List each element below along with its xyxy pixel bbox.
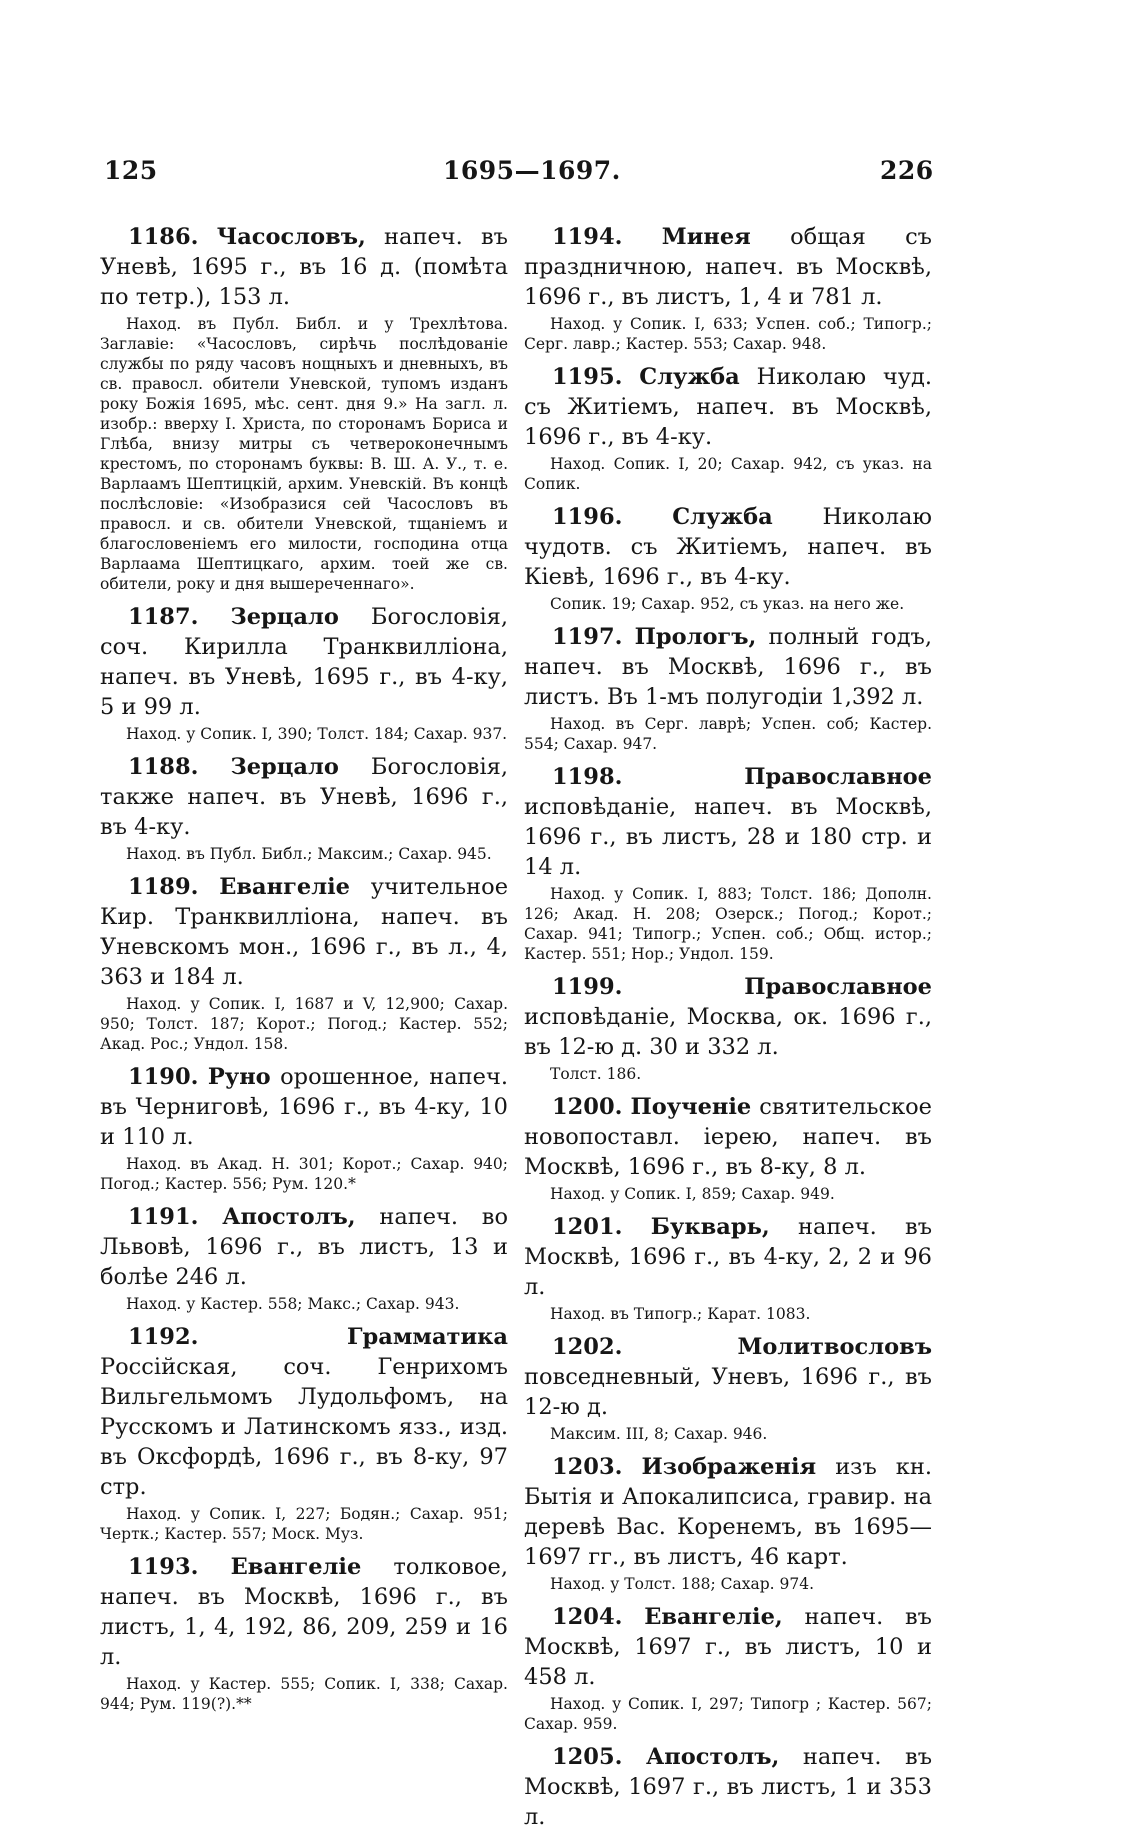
entry-text: Николаю чудотв. съ Житіемъ, напеч. въ Кіевѣ, 1696 г., въ 4-ку.: [524, 504, 933, 590]
entry-1197: [524, 622, 932, 754]
entry-1204: [524, 1602, 932, 1734]
entry-1203: [524, 1452, 932, 1594]
entry-note: Наход. въ Акад. Н. 301; Корот.; Сахар. 940; Погод.; Кастер. 556; Рум. 120.*: [100, 1155, 508, 1193]
entry-note: Наход. въ Публ. Библ.; Максим.; Сахар. 945.: [126, 845, 492, 863]
entry-title: Молитвословъ: [737, 1334, 932, 1360]
entry-title: Руно: [207, 1064, 271, 1090]
entry-number: 1195.: [552, 364, 623, 390]
entry-1191: [100, 1202, 508, 1314]
entry-1201: [524, 1212, 932, 1324]
page-title: 1695—1697.: [443, 156, 621, 185]
entry-title: Апостолъ,: [645, 1744, 780, 1770]
entry-1194: [524, 222, 932, 354]
entry-1186: [100, 222, 508, 594]
entry-1192: [100, 1322, 508, 1544]
entry-1198: [524, 762, 932, 964]
entry-note: Наход. у Сопик. І, 859; Сахар. 949.: [550, 1185, 835, 1203]
entry-title: Евангеліе: [230, 1554, 362, 1580]
entry-number: 1187.: [128, 604, 199, 630]
entry-1199: [524, 972, 932, 1084]
entry-title: Грамматика: [347, 1324, 508, 1350]
entry-text: исповѣданіе, напеч. въ Москвѣ, 1696 г., въ листъ, 28 и 180 стр. и 14 л.: [524, 794, 932, 880]
entry-note: Наход. Сопик. І, 20; Сахар. 942, съ указ. на Сопик.: [524, 455, 932, 493]
entry-note: Наход. въ Серг. лаврѣ; Успен. соб; Кастер. 554; Сахар. 947.: [524, 715, 932, 753]
entry-number: 1200.: [552, 1094, 623, 1120]
entry-note: Наход. у Сопик. І, 633; Успен. соб.; Типогр.; Серг. лавр.; Кастер. 553; Сахар. 948.: [524, 315, 932, 353]
entry-title: Евангеліе: [219, 874, 350, 900]
entry-1188: [100, 752, 508, 864]
entry-text: учительное Кир. Транквилліона, напеч. въ Уневскомъ мон., 1696 г., въ л., 4, 363 и 184 л.: [100, 874, 509, 990]
entry-text: напеч. въ Москвѣ, 1697 г., въ листъ, 1 и 353 л.: [524, 1744, 933, 1830]
entry-text: толковое, напеч. въ Москвѣ, 1696 г., въ листъ, 1, 4, 192, 86, 209, 259 и 16 л.: [100, 1554, 508, 1670]
entry-number: 1190.: [128, 1064, 199, 1090]
entry-note: Наход. у Толст. 188; Сахар. 974.: [550, 1575, 815, 1593]
entry-note: Наход. у Сопик. І, 227; Бодян.; Сахар. 951; Чертк.; Кастер. 557; Моск. Муз.: [100, 1505, 508, 1543]
entry-number: 1186.: [128, 224, 199, 250]
entry-title: Служба: [672, 504, 773, 530]
left-column: [100, 222, 508, 1722]
entry-text: напеч. во Львовѣ, 1696 г., въ листъ, 13 и болѣе 246 л.: [100, 1204, 509, 1290]
entry-title: Минея: [661, 224, 751, 250]
entry-text: святительское новопоставл. іерею, напеч. въ Москвѣ, 1696 г., въ 8-ку, 8 л.: [524, 1094, 932, 1180]
entry-1200: [524, 1092, 932, 1204]
entry-note: Максим. III, 8; Сахар. 946.: [550, 1425, 768, 1443]
entry-title: Изображенія: [641, 1454, 817, 1480]
entry-title: Поученіе: [630, 1094, 752, 1120]
entry-number: 1192.: [128, 1324, 199, 1350]
entry-text: общая съ праздничною, напеч. въ Москвѣ, 1696 г., въ листъ, 1, 4 и 781 л.: [524, 224, 932, 310]
entry-number: 1196.: [552, 504, 623, 530]
entry-1190: [100, 1062, 508, 1194]
entry-text: Богословія, соч. Кирилла Транквилліона, напеч. въ Уневѣ, 1695 г., въ 4-ку, 5 и 99 л.: [100, 604, 508, 720]
entry-title: Букварь,: [650, 1214, 770, 1240]
entry-text: повседневный, Уневъ, 1696 г., въ 12-ю д.: [524, 1364, 932, 1420]
entry-1193: [100, 1552, 508, 1714]
entry-number: 1189.: [128, 874, 199, 900]
entry-number: 1191.: [128, 1204, 199, 1230]
entry-note: Наход. у Сопик. І, 390; Толст. 184; Сахар. 937.: [126, 725, 508, 743]
entry-note: Наход. у Сопик. І, 1687 и V, 12,900; Сахар. 950; Толст. 187; Корот.; Погод.; Кастер. 552; Акад. Рос.; Ундол. 158.: [100, 995, 508, 1053]
entry-number: 1201.: [552, 1214, 623, 1240]
entry-text: изъ кн. Бытія и Апокалипсиса, гравир. на деревѣ Вас. Коренемъ, въ 1695—1697 гг., въ листъ, 46 карт.: [524, 1454, 933, 1570]
entry-1196: [524, 502, 932, 614]
entry-number: 1199.: [552, 974, 623, 1000]
entry-number: 1204.: [552, 1604, 623, 1630]
entry-1205: [524, 1742, 932, 1832]
entry-number: 1197.: [552, 624, 623, 650]
left-page-number: 125: [104, 156, 158, 185]
entry-note: Наход. въ Типогр.; Карат. 1083.: [550, 1305, 811, 1323]
right-page-number: 226: [880, 156, 934, 185]
entry-text: напеч. въ Москвѣ, 1696 г., въ 4-ку, 2, 2 и 96 л.: [524, 1214, 933, 1300]
entry-number: 1198.: [552, 764, 623, 790]
entry-text: напеч. въ Уневѣ, 1695 г., въ 16 д. (помѣта по тетр.), 153 л.: [100, 224, 508, 310]
entry-note: Толст. 186.: [550, 1065, 642, 1083]
entry-title: Прологъ,: [634, 624, 757, 650]
entry-title: Апостолъ,: [222, 1204, 356, 1230]
entry-title: Зерцало: [230, 754, 339, 780]
entry-number: 1194.: [552, 224, 623, 250]
entry-title: Служба: [639, 364, 740, 390]
entry-note: Наход. у Кастер. 558; Макс.; Сахар. 943.: [126, 1295, 460, 1313]
entry-number: 1193.: [128, 1554, 199, 1580]
entry-note: Наход. въ Публ. Библ. и у Трехлѣтова. Заглавіе: «Часословъ, сирѣчь послѣдованіе службы по ряду часовъ нощныхъ и дневныхъ, въ св. правосл. обители Уневской, тупомъ изданъ року Божія 1695, мѣс. сент. дня 9.» На загл. л. изобр.: вверху І. Христа, по сторонамъ Бориса и Глѣба, внизу митры съ четвероконечнымъ крестомъ, по сторонамъ буквы: В. Ш. А. У., т. е. Варлаамъ Шептицкій, архим. Уневскій. Въ концѣ послѣсловіе: «Изобразися сей Часословъ въ правосл. и св. обители Уневской, тщаніемъ и благословеніемъ его милости, господина отца Варлаама Шептицкаго, архим. тоей же св. обители, року и дня вышереченнаго».: [100, 315, 508, 593]
entry-title: Зерцало: [230, 604, 339, 630]
entry-note: Сопик. 19; Сахар. 952, съ указ. на него же.: [550, 595, 905, 613]
entry-text: исповѣданіе, Москва, ок. 1696 г., въ 12-ю д. 30 и 332 л.: [524, 1004, 932, 1060]
right-column: [524, 222, 932, 1840]
entry-text: Богословія, также напеч. въ Уневѣ, 1696 г., въ 4-ку.: [100, 754, 508, 840]
entry-1202: [524, 1332, 932, 1444]
entry-title: Православное: [744, 764, 932, 790]
entry-number: 1188.: [128, 754, 199, 780]
entry-number: 1202.: [552, 1334, 623, 1360]
entry-number: 1205.: [552, 1744, 623, 1770]
entry-note: Наход. у Кастер. 555; Сопик. І, 338; Сахар. 944; Рум. 119(?).**: [100, 1675, 508, 1713]
entry-title: Часословъ,: [216, 224, 366, 250]
entry-text: полный годъ, напеч. въ Москвѣ, 1696 г., въ листъ. Въ 1-мъ полугодіи 1,392 л.: [524, 624, 933, 710]
entry-text: орошенное, напеч. въ Черниговѣ, 1696 г., въ 4-ку, 10 и 110 л.: [100, 1064, 509, 1150]
entry-1187: [100, 602, 508, 744]
entry-1195: [524, 362, 932, 494]
entry-title: Православное: [744, 974, 932, 1000]
entry-note: Наход. у Сопик. І, 883; Толст. 186; Дополн. 126; Акад. Н. 208; Озерск.; Погод.; Корот.; Сахар. 941; Типогр.; Успен. соб.; Общ. истор.; Кастер. 551; Нор.; Ундол. 159.: [524, 885, 932, 963]
entry-text: Николаю чуд. съ Житіемъ, напеч. въ Москвѣ, 1696 г., въ 4-ку.: [524, 364, 933, 450]
entry-1189: [100, 872, 508, 1054]
entry-number: 1203.: [552, 1454, 623, 1480]
entry-text: напеч. въ Москвѣ, 1697 г., въ листъ, 10 и 458 л.: [524, 1604, 932, 1690]
entry-note: Наход. у Сопик. І, 297; Типогр ; Кастер. 567; Сахар. 959.: [524, 1695, 932, 1733]
entry-title: Евангеліе,: [644, 1604, 783, 1630]
entry-text: Россійская, соч. Генрихомъ Вильгельмомъ Лудольфомъ, на Русскомъ и Латинскомъ язз., изд. въ Оксфордѣ, 1696 г., въ 8-ку, 97 стр.: [100, 1354, 508, 1500]
